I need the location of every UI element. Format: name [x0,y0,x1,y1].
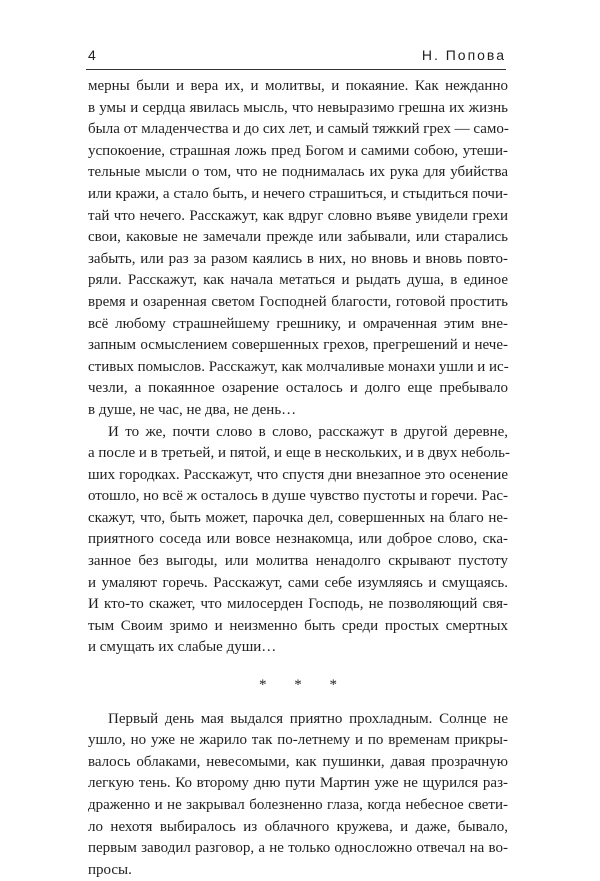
text-line: занное без выгоды, или молитва ненадолго скрывают пустоту [88,553,508,570]
text-line: или кражи, а стало быть, и нечего страшиться, и стыдиться почи- [88,185,508,202]
text-line: стивых помыслов. Расскажут, как молчаливые монахи ушли и ис- [88,358,509,375]
text-line: всё любому страшнейшему грешнику, и омраченная этим вне- [88,315,508,332]
text-line: а после и в третьей, и пятой, и еще в нескольких, и в двух неболь- [88,445,510,462]
text-line: Первый день мая выдался приятно прохладным. Солнце не [108,710,508,727]
paragraph [88,709,508,881]
text-line: забыть, или раз за разом каялись в них, но вновь и вновь повто- [88,250,508,267]
text-line: в душе, не час, не два, не день… [88,401,297,418]
text-after-separator [88,709,508,881]
text-line: была от младенчества и до сих лет, и самый тяжкий грех — само- [88,121,509,138]
running-head-author: Н. Попова [421,47,506,63]
text-line: И то же, почти слово в слово, расскажут в другой деревне, [108,423,508,440]
text-line: успокоение, страшная ложь пред Богом и самими собою, утеши- [88,142,508,159]
text-line: ло нехотя выбиралось из облачного кружева, и даже, бывало, [88,818,508,835]
text-line: скажут, что, быть может, парочка дел, совершенных на благо не- [88,509,508,526]
text-line: и умаляют горечь. Расскажут, сами себе изумляясь и смущаясь. [88,574,508,591]
text-line: И кто-то скажет, что милосерден Господь, не позволяющий свя- [88,596,508,613]
text-line: тым Своим зримо и неизменно быть среди простых смертных [88,617,508,634]
text-line: мерны были и вера их, и молитвы, и покаяние. Как нежданно [88,78,508,94]
text-line: запным осмыслением совершенных грехов, прегрешений и нече- [88,337,508,354]
text-line: и смущать их слабые души… [88,639,277,656]
text-line: свои, каковые не замечали прежде или забывали, или старались [88,229,508,246]
section-separator: * * * [259,677,349,694]
text-line: тай что нечего. Расскажут, как вдруг словно въяве увидели грехи [88,207,508,224]
paragraph [88,422,508,660]
text-line: ших городках. Расскажут, что спустя дни внезапное это осенение [88,466,508,483]
text-line: ушло, но уже не жарило так по-летнему и по временам прикры- [88,732,508,749]
text-line: драженно и не закрывал болезненно глаза, когда небесное свети- [88,797,508,813]
text-line: легкую тень. Ко второму дню пути Мартин уже не щурился раз- [88,775,508,792]
text-line: отошло, но всё ж осталось в душе чувство пустоты и горечи. Рас- [88,488,508,505]
text-line: первым заводил разговор, а не только односложно отвечал на во- [88,840,508,857]
text-line: чезли, а покаянное озарение осталось и долго еще пребывало [88,380,508,397]
text-line: валось облаками, невесомыми, как пушинки, давая прозрачную [88,753,508,770]
body-text [88,76,508,881]
text-before-separator [88,76,508,659]
text-line: тельные мысли о том, что не поднималась их рука для убийства [88,164,508,181]
paragraph [88,76,508,422]
header-rule [86,69,506,70]
text-line: в умы и сердца явилась мысль, что невыразимо грешна их жизнь [88,99,508,116]
text-line: время и озаренная светом Господней благости, готовой простить [88,293,508,310]
text-line: ряли. Расскажут, как начала метаться и рыдать душа, в единое [88,272,508,289]
page-header [86,45,506,67]
page-number: 4 [88,47,97,63]
text-line: просы. [88,861,132,878]
text-line: приятного соседа или вовсе незнакомца, или доброе слово, ска- [88,531,508,548]
